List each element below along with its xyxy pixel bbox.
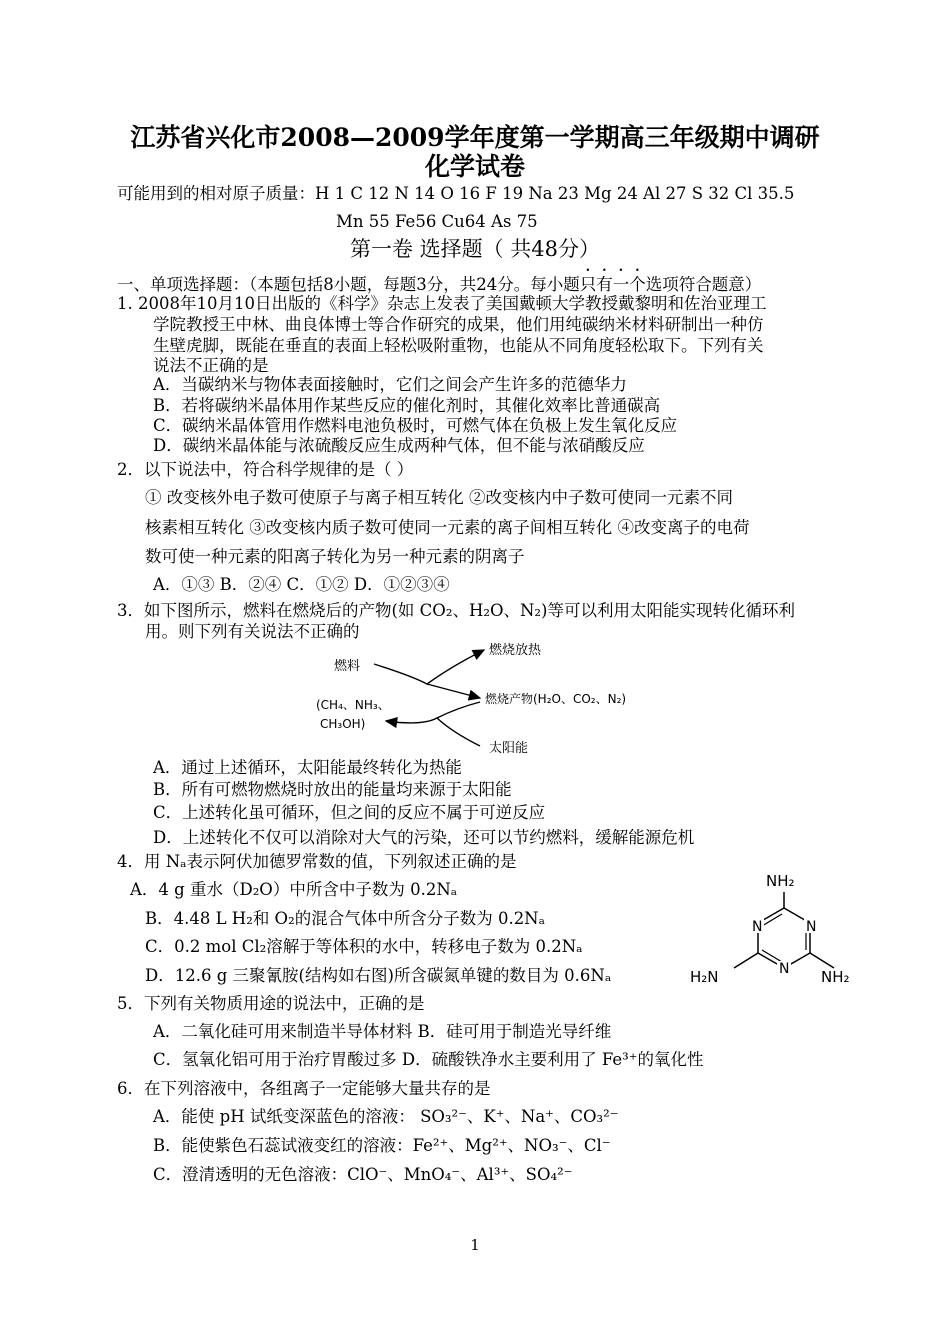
arrow-to-products [427, 684, 480, 698]
q2-options: A．①③ B．②④ C．①② D．①②③④ [153, 575, 450, 594]
q6-option-c: C．澄清透明的无色溶液：ClO⁻、MnO₄⁻、Al³⁺、SO₄²⁻ [153, 1165, 573, 1184]
q3-stem-line1: 3．如下图所示，燃料在燃烧后的产物(如 CO₂、H₂O、N₂)等可以利用太阳能实现转化循环利 [117, 601, 795, 620]
q1-stem-line4: 说法不正确的是 [153, 356, 269, 375]
ring-n-right: N [806, 919, 817, 935]
page-number: 1 [470, 1236, 480, 1254]
diagram-products-label: 燃烧产物(H₂O、CO₂、N₂) [485, 692, 627, 706]
q5-options-cd: C．氢氧化铝可用于治疗胃酸过多 D．硫酸铁净水主要利用了 Fe³⁺的氧化性 [153, 1050, 704, 1069]
q1-stem-line1: 1. 2008年10月10日出版的《科学》杂志上发表了美国戴顿大学教授戴黎明和佐治亚理工 [117, 294, 767, 313]
q4-option-d: D．12.6 g 三聚氰胺(结构如右图)所含碳氮单键的数目为 0.6Nₐ [145, 966, 612, 985]
q3-option-c: C．上述转化虽可循环，但之间的反应不属于可逆反应 [153, 803, 546, 822]
triazine-ring [758, 908, 810, 968]
instruction-prefix: 一、单项选择题：（本题包括8小题，每题3分，共24分。每小题 [117, 275, 580, 294]
nh2-right-label: NH₂ [821, 968, 850, 986]
atomic-mass-line2: Mn 55 Fe56 Cu64 As 75 [336, 212, 538, 231]
nh2-top-label: NH₂ [766, 872, 795, 890]
q3-stem-line2: 用。则下列有关说法不正确的 [145, 622, 360, 641]
q2-stem: 2．以下说法中，符合科学规律的是（ ） [117, 460, 414, 479]
q3-option-b: B．所有可燃物燃烧时放出的能量均来源于太阳能 [153, 780, 512, 799]
q2-body-line3: 数可使一种元素的阳离子转化为另一种元素的阴离子 [145, 547, 525, 566]
q4-stem: 4．用 Nₐ表示阿伏加德罗常数的值，下列叙述正确的是 [117, 852, 517, 871]
q3-option-d: D．上述转化不仅可以消除对大气的污染，还可以节约燃料，缓解能源危机 [153, 828, 695, 847]
diagram-fuel-examples-line2: CH₃OH) [320, 717, 366, 731]
arrow-to-fuel [386, 718, 480, 746]
q5-options-ab: A．二氧化硅可用来制造半导体材料 B．硅可用于制造光导纤维 [153, 1022, 612, 1041]
q2-body-line1: ① 改变核外电子数可使原子与离子相互转化 ②改变核内中子数可使同一元素不同 [145, 488, 733, 507]
nh2-left-label: H₂N [690, 968, 719, 986]
arrow-from-products [437, 702, 480, 718]
diagram-heat-label: 燃烧放热 [489, 643, 542, 658]
q4-option-a: A．4 g 重水（D₂O）中所含中子数为 0.2Nₐ [130, 880, 458, 899]
exam-title-line1: 江苏省兴化市2008—2009学年度第一学期高三年级期中调研 [130, 123, 820, 152]
q1-option-d: D．碳纳米晶体能与浓硫酸反应生成两种气体，但不能与浓硝酸反应 [153, 436, 645, 455]
ring-n-bottom: N [779, 961, 790, 977]
instruction-suffix: 选项符合题意） [645, 275, 762, 294]
q5-stem: 5．下列有关物质用途的说法中，正确的是 [117, 994, 425, 1013]
fuel-cycle-diagram [312, 636, 657, 760]
q1-stem-line2: 学院教授王中林、曲良体博士等合作研究的成果，他们用纯碳纳米材料研制出一种仿 [153, 315, 764, 334]
diagram-fuel-examples-line1: (CH₄、NH₃、 [316, 698, 390, 712]
q1-stem-line3: 生壁虎脚，既能在垂直的表面上轻松吸附重物，也能从不同角度轻松取下。下列有关 [153, 336, 764, 355]
section-title: 第一卷 选择题（ 共48分） [349, 237, 601, 261]
melamine-structure [684, 868, 864, 994]
q1-option-a: A．当碳纳米与物体表面接触时，它们之间会产生许多的范德华力 [153, 375, 627, 394]
q6-stem: 6．在下列溶液中，各组离子一定能够大量共存的是 [117, 1079, 491, 1098]
diagram-fuel-label: 燃料 [334, 659, 361, 674]
q1-option-c: C．碳纳米晶体管用作燃料电池负极时，可燃气体在负极上发生氧化反应 [153, 416, 678, 435]
q1-option-b: B．若将碳纳米晶体用作某些反应的催化剂时，其催化效率比普通碳高 [153, 396, 661, 415]
q6-option-b: B．能使紫色石蕊试液变红的溶液：Fe²⁺、Mg²⁺、NO₃⁻、Cl⁻ [153, 1136, 611, 1155]
arrow-to-heat [374, 650, 484, 684]
section-instruction [117, 266, 761, 295]
ring-n-left: N [752, 919, 763, 935]
q6-option-a: A．能使 pH 试纸变深蓝色的溶液： SO₃²⁻、K⁺、Na⁺、CO₃²⁻ [153, 1107, 619, 1126]
q2-body-line2: 核素相互转化 ③改变核内质子数可使同一元素的离子间相互转化 ④改变离子的电荷 [145, 518, 750, 537]
exam-title-line2: 化学试卷 [424, 152, 525, 181]
q4-option-c: C．0.2 mol Cl₂溶解于等体积的水中，转移电子数为 0.2Nₐ [145, 937, 583, 956]
q4-option-b: B．4.48 L H₂和 O₂的混合气体中所含分子数为 0.2Nₐ [145, 909, 545, 928]
instruction-emphasis: 只有一个 [579, 275, 646, 294]
diagram-solar-label: 太阳能 [489, 741, 529, 756]
atomic-mass-line1: 可能用到的相对原子质量：H 1 C 12 N 14 O 16 F 19 Na 23 Mg 24 Al 27 S 32 Cl 35.5 [117, 184, 795, 203]
q3-option-a: A．通过上述循环，太阳能最终转化为热能 [153, 758, 462, 777]
